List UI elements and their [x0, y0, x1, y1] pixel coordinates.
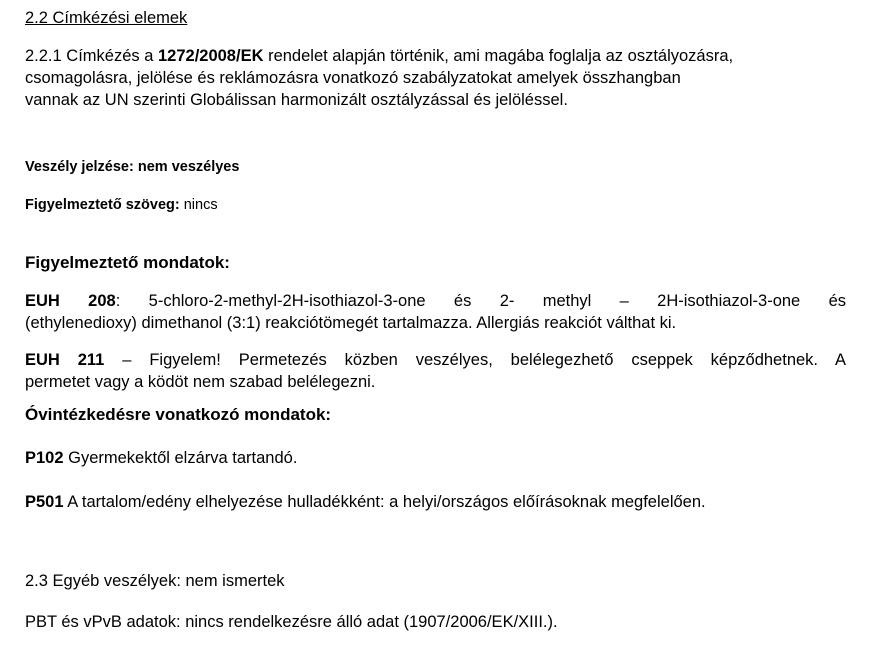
hazard-signal-line: Veszély jelzése: nem veszélyes	[25, 159, 240, 175]
labelling-paragraph-prefix: 2.2.1 Címkézés a	[25, 47, 158, 65]
p501-code: P501	[25, 493, 64, 511]
signal-word-label: Figyelmeztető szöveg:	[25, 197, 180, 213]
euh-211-line-1	[25, 349, 846, 371]
regulation-number: 1272/2008/EK	[157, 47, 264, 65]
section-2-2-heading-text: 2.2 Címkézési elemek	[25, 9, 188, 27]
euh-208-code: EUH 208	[25, 292, 116, 310]
signal-word-value: nincs	[179, 197, 218, 213]
euh-208-line-2: (ethylenedioxy) dimethanol (3:1) reakciótömegét tartalmazza. Allergiás reakciót válthat ki.	[25, 314, 677, 332]
euh-208-paragraph	[25, 290, 846, 334]
euh-208-line-1	[25, 290, 846, 312]
section-2-2-heading	[25, 7, 846, 29]
euh-211-code: EUH 211	[25, 351, 105, 369]
euh-211-line-2: permetet vagy a ködöt nem szabad belélegezni.	[25, 373, 376, 391]
pbt-vpvb-line: PBT és vPvB adatok: nincs rendelkezésre álló adat (1907/2006/EK/XIII.).	[25, 613, 558, 631]
labelling-paragraph	[25, 45, 846, 111]
euh-211-line-1-text: – Figyelem! Permetezés közben veszélyes, belélegezhető cseppek képződhetnek. A	[104, 351, 846, 369]
labelling-paragraph-line-2: csomagolásra, jelölése és reklámozásra vonatkozó szabályzatokat amelyek összhangban	[25, 69, 681, 87]
warning-sentences-heading: Figyelmeztető mondatok:	[25, 253, 230, 272]
labelling-paragraph-line-3: vannak az UN szerinti Globálissan harmonizált osztályzással és jelöléssel.	[25, 91, 568, 109]
p102-line	[25, 447, 846, 469]
p102-text: Gyermekektől elzárva tartandó.	[63, 449, 298, 467]
euh-211-paragraph	[25, 349, 846, 393]
labelling-paragraph-line-1	[25, 45, 846, 67]
signal-word-line	[25, 196, 846, 214]
section-2-3-line: 2.3 Egyéb veszélyek: nem ismertek	[25, 572, 285, 590]
precaution-heading: Óvintézkedésre vonatkozó mondatok:	[25, 405, 332, 424]
p501-text: A tartalom/edény elhelyezése hulladékként: a helyi/országos előírásoknak megfelelően.	[63, 493, 706, 511]
euh-208-line-1-text: : 5-chloro-2-methyl-2H-isothiazol-3-one és 2- methyl – 2H-isothiazol-3-one és	[115, 292, 847, 310]
p102-code: P102	[25, 449, 64, 467]
p501-line	[25, 491, 846, 513]
labelling-paragraph-line-1-rest: rendelet alapján történik, ami magába foglalja az osztályozásra,	[263, 47, 734, 65]
